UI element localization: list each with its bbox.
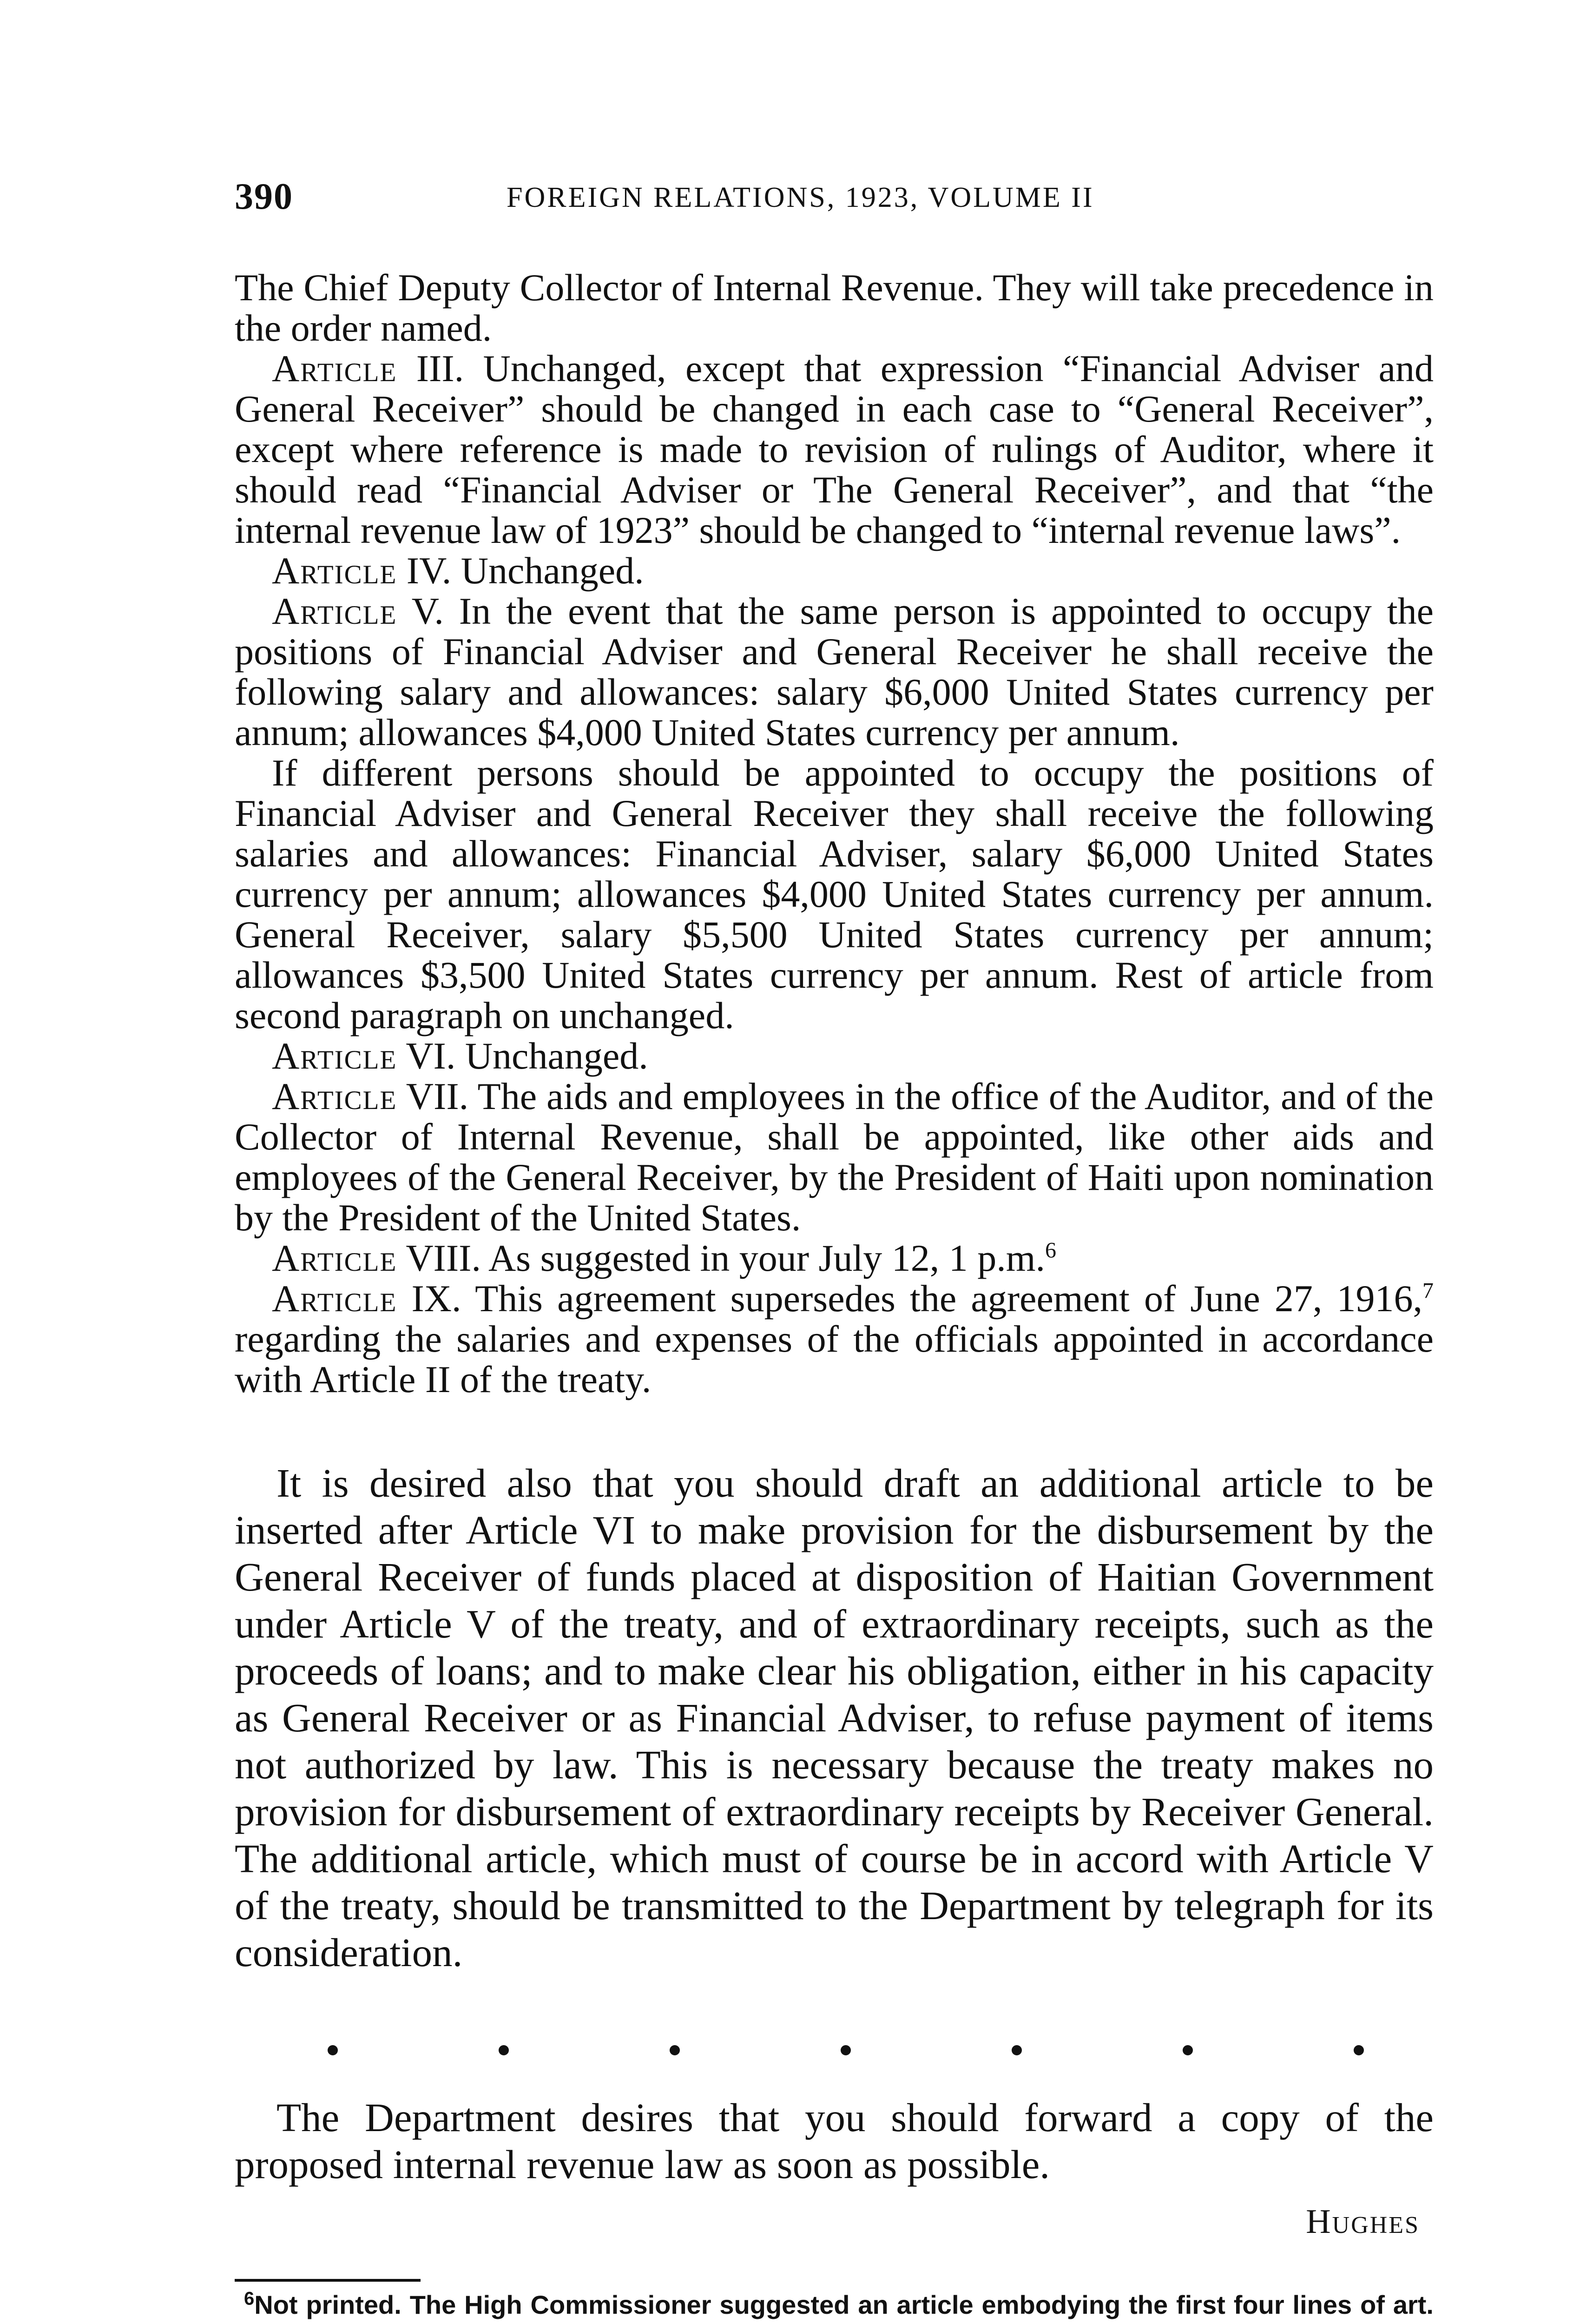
dot-icon (841, 2045, 851, 2055)
article-label: Article (272, 1035, 397, 1077)
article-number: IV. (406, 549, 452, 592)
footnote-6 (235, 2287, 1434, 2324)
article-number: IX. (411, 1277, 461, 1320)
footnote-text: Not printed. The High Commissioner suggested an article embodying the first four lines of art. (254, 2290, 1434, 2319)
page-header (235, 176, 1438, 227)
article-label: Article (272, 590, 397, 632)
article-number: III. (416, 347, 464, 390)
article-number: VII. (406, 1075, 469, 1117)
dot-icon (499, 2045, 509, 2055)
article-v (235, 591, 1434, 753)
dot-icon (670, 2045, 680, 2055)
article-vi (235, 1036, 1434, 1076)
dot-icon (328, 2045, 338, 2055)
amendment-list (235, 267, 1434, 1400)
closing-paragraph (235, 2094, 1434, 2188)
article-number: V. (411, 590, 444, 632)
article-ix (235, 1278, 1434, 1400)
footnote-reference[interactable]: 7 (1422, 1278, 1434, 1303)
running-head: FOREIGN RELATIONS, 1923, VOLUME II (507, 182, 1094, 213)
article-v-second-paragraph: If different persons should be appointed to occupy the positions of Financial Adviser and General Receiver they shall receive the following salaries and allowances: Financial Adviser, salary $6,000 United States currency per annum; allowances $4,000 United States currency per annum. General Receiver, salary $5,500 United States currency per annum; allowances $3,500 United States currency per annum. Rest of article from second paragraph on unchanged. (235, 752, 1434, 1037)
article-text: Unchanged, except that expression “Financial Adviser and General Receiver” should be changed in each case to “General Receiver”, except where reference is made to revision of rulings of Auditor, where it should read “Financial Adviser or The General Receiver”, and that “the internal revenue law of 1923” should be changed to “internal revenue laws”. (235, 347, 1434, 551)
instruction-paragraph (235, 1459, 1434, 1976)
footnote-divider (235, 2279, 421, 2282)
paragraph: The Department desires that you should forward a copy of the proposed internal revenue law as soon as possible. (235, 2095, 1434, 2187)
article-iii (235, 348, 1434, 550)
dot-icon (1012, 2045, 1022, 2055)
footnote-reference[interactable]: 6 (1045, 1238, 1057, 1263)
article-text: Unchanged. (465, 1035, 648, 1077)
article-text: Unchanged. (461, 549, 644, 592)
article-number: VIII. (406, 1237, 481, 1279)
article-label: Article (272, 1075, 397, 1117)
article-text: This agreement supersedes the agreement of June 27, 1916, (475, 1277, 1422, 1320)
article-vii (235, 1076, 1434, 1238)
article-label: Article (272, 347, 397, 390)
footnote-marker: 6 (244, 2288, 255, 2309)
article-label: Article (272, 1277, 397, 1320)
article-label: Article (272, 1237, 397, 1279)
article-text: In the event that the same person is appointed to occupy the positions of Financial Adviser and General Receiver he shall receive the following salary and allowances: salary $6,000 United States currency per annum; allowances $4,000 United States currency per annum. (235, 590, 1434, 753)
paragraph: It is desired also that you should draft an additional article to be inserted after Article VI to make provision for the disbursement by the General Receiver of funds placed at disposition of Haitian Government under Article V of the treaty, and of extraordinary receipts, such as the proceeds of loans; and to make clear his obligation, either in his capacity as General Receiver or as Financial Adviser, to refuse payment of items not authorized by law. This is necessary because the treaty makes no provision for disbursement of extraordinary receipts by Receiver General. The additional article, which must of course be in accord with Article V of the treaty, should be transmitted to the Department by telegraph for its consideration. (235, 1460, 1434, 1975)
page-number: 390 (235, 176, 293, 217)
signature: Hughes (1306, 2203, 1420, 2241)
article-viii (235, 1238, 1434, 1278)
footnotes (235, 2287, 1434, 2324)
dot-icon (1183, 2045, 1193, 2055)
article-text: As suggested in your July 12, 1 p.m. (488, 1237, 1046, 1279)
paragraph: The Chief Deputy Collector of Internal Revenue. They will take precedence in the order named. (235, 266, 1434, 349)
article-text: The aids and employees in the office of the Auditor, and of the Collector of Internal Revenue, shall be appointed, like other aids and employees of the General Receiver, by the President of Haiti upon nomination by the President of the United States. (235, 1075, 1434, 1239)
ellipsis-divider (235, 2045, 1434, 2055)
article-number: VI. (406, 1035, 456, 1077)
article-text-continued: regarding the salaries and expenses of the officials appointed in accordance with Article II of the treaty. (235, 1318, 1434, 1400)
article-iv (235, 550, 1434, 591)
article-label: Article (272, 549, 397, 592)
dot-icon (1354, 2045, 1364, 2055)
